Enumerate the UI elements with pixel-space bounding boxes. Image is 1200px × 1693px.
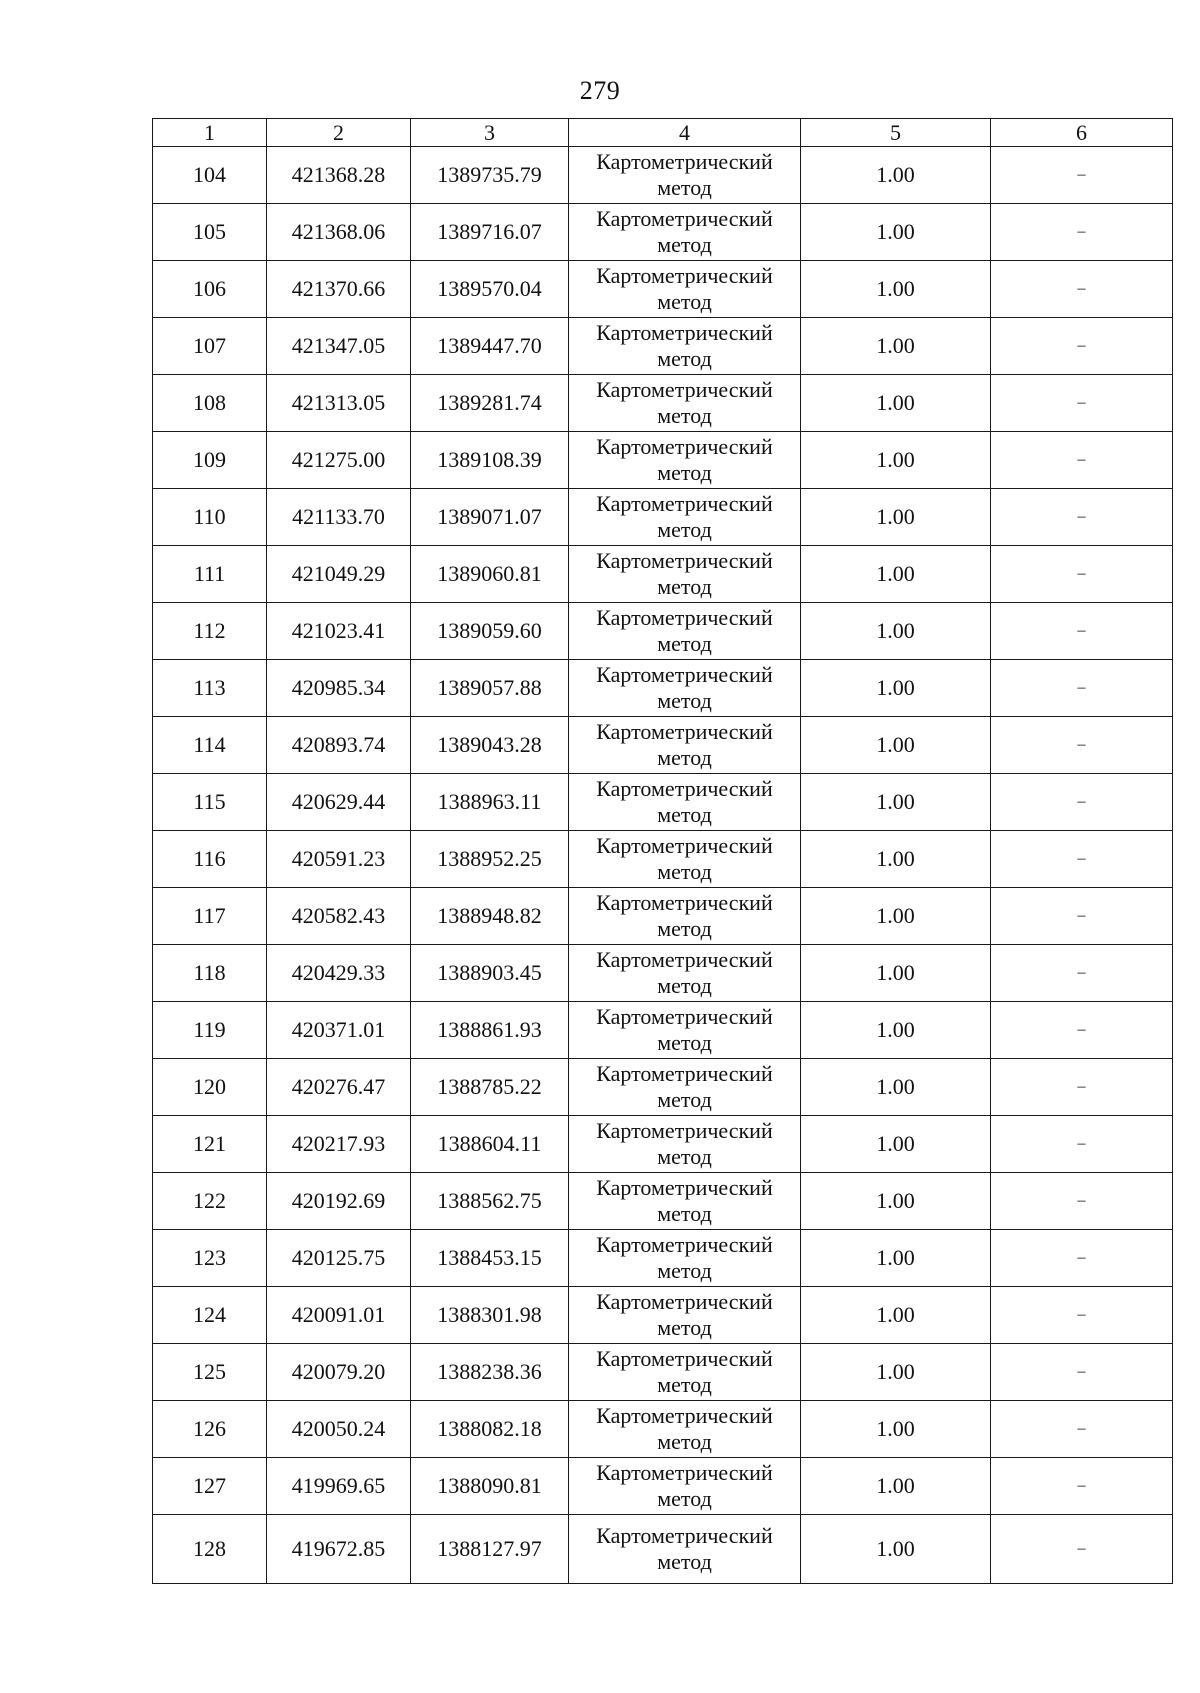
point-number-cell: 110: [153, 489, 267, 546]
method-line-1: Картометрический: [596, 833, 773, 858]
table-row: [153, 1116, 1173, 1173]
y-coordinate-cell: 1389108.39: [411, 432, 569, 489]
x-coordinate-cell: 421275.00: [267, 432, 411, 489]
point-number-cell: 104: [153, 147, 267, 204]
note-cell: –: [991, 1116, 1173, 1173]
header-row: [153, 119, 1173, 147]
point-number-cell: 121: [153, 1116, 267, 1173]
y-coordinate-cell: 1389716.07: [411, 204, 569, 261]
point-number-cell: 120: [153, 1059, 267, 1116]
accuracy-cell: 1.00: [801, 1002, 991, 1059]
method-line-1: Картометрический: [596, 719, 773, 744]
table-row: [153, 204, 1173, 261]
method-cell: [569, 375, 801, 432]
x-coordinate-cell: 421368.06: [267, 204, 411, 261]
x-coordinate-cell: 420050.24: [267, 1401, 411, 1458]
y-coordinate-cell: 1388903.45: [411, 945, 569, 1002]
coordinates-table: [152, 118, 1173, 1584]
note-cell: –: [991, 375, 1173, 432]
point-number-cell: 119: [153, 1002, 267, 1059]
method-cell: [569, 945, 801, 1002]
method-line-1: Картометрический: [596, 1004, 773, 1029]
point-number-cell: 109: [153, 432, 267, 489]
point-number-cell: 127: [153, 1458, 267, 1515]
note-cell: –: [991, 945, 1173, 1002]
y-coordinate-cell: 1388785.22: [411, 1059, 569, 1116]
point-number-cell: 116: [153, 831, 267, 888]
method-line-2: метод: [657, 631, 712, 656]
accuracy-cell: 1.00: [801, 945, 991, 1002]
point-number-cell: 122: [153, 1173, 267, 1230]
column-header-1: 1: [153, 119, 267, 147]
table-row: [153, 1344, 1173, 1401]
x-coordinate-cell: 421049.29: [267, 546, 411, 603]
point-number-cell: 117: [153, 888, 267, 945]
y-coordinate-cell: 1388082.18: [411, 1401, 569, 1458]
note-cell: –: [991, 1344, 1173, 1401]
note-cell: –: [991, 147, 1173, 204]
table-body: [153, 147, 1173, 1584]
method-cell: [569, 432, 801, 489]
method-line-1: Картометрический: [596, 1523, 773, 1548]
x-coordinate-cell: 420125.75: [267, 1230, 411, 1287]
table-row: [153, 489, 1173, 546]
table-row: [153, 261, 1173, 318]
method-line-1: Картометрический: [596, 320, 773, 345]
method-cell: [569, 489, 801, 546]
point-number-cell: 106: [153, 261, 267, 318]
method-cell: [569, 831, 801, 888]
point-number-cell: 114: [153, 717, 267, 774]
x-coordinate-cell: 420371.01: [267, 1002, 411, 1059]
column-header-6: 6: [991, 119, 1173, 147]
accuracy-cell: 1.00: [801, 1116, 991, 1173]
method-line-1: Картометрический: [596, 1403, 773, 1428]
accuracy-cell: 1.00: [801, 147, 991, 204]
accuracy-cell: 1.00: [801, 1515, 991, 1584]
note-cell: –: [991, 318, 1173, 375]
method-line-2: метод: [657, 289, 712, 314]
method-line-1: Картометрический: [596, 947, 773, 972]
table-row: [153, 1002, 1173, 1059]
method-line-2: метод: [657, 916, 712, 941]
note-cell: –: [991, 603, 1173, 660]
note-cell: –: [991, 1230, 1173, 1287]
method-line-2: метод: [657, 1087, 712, 1112]
x-coordinate-cell: 420192.69: [267, 1173, 411, 1230]
point-number-cell: 118: [153, 945, 267, 1002]
table-row: [153, 717, 1173, 774]
method-cell: [569, 888, 801, 945]
table-row: [153, 1287, 1173, 1344]
table-row: [153, 1173, 1173, 1230]
method-cell: [569, 1116, 801, 1173]
method-line-1: Картометрический: [596, 1346, 773, 1371]
method-cell: [569, 1515, 801, 1584]
point-number-cell: 124: [153, 1287, 267, 1344]
method-line-1: Картометрический: [596, 548, 773, 573]
x-coordinate-cell: 421370.66: [267, 261, 411, 318]
method-cell: [569, 1458, 801, 1515]
note-cell: –: [991, 1002, 1173, 1059]
y-coordinate-cell: 1389447.70: [411, 318, 569, 375]
accuracy-cell: 1.00: [801, 432, 991, 489]
table-row: [153, 603, 1173, 660]
method-cell: [569, 774, 801, 831]
method-line-2: метод: [657, 574, 712, 599]
method-line-2: метод: [657, 346, 712, 371]
method-line-2: метод: [657, 688, 712, 713]
table-row: [153, 1230, 1173, 1287]
accuracy-cell: 1.00: [801, 1230, 991, 1287]
table-row: [153, 945, 1173, 1002]
method-line-2: метод: [657, 745, 712, 770]
y-coordinate-cell: 1389735.79: [411, 147, 569, 204]
method-cell: [569, 717, 801, 774]
x-coordinate-cell: 420893.74: [267, 717, 411, 774]
table-row: [153, 318, 1173, 375]
x-coordinate-cell: 421368.28: [267, 147, 411, 204]
point-number-cell: 112: [153, 603, 267, 660]
accuracy-cell: 1.00: [801, 888, 991, 945]
accuracy-cell: 1.00: [801, 204, 991, 261]
note-cell: –: [991, 204, 1173, 261]
method-cell: [569, 1401, 801, 1458]
point-number-cell: 111: [153, 546, 267, 603]
method-cell: [569, 1287, 801, 1344]
accuracy-cell: 1.00: [801, 489, 991, 546]
y-coordinate-cell: 1388861.93: [411, 1002, 569, 1059]
point-number-cell: 126: [153, 1401, 267, 1458]
accuracy-cell: 1.00: [801, 831, 991, 888]
column-header-2: 2: [267, 119, 411, 147]
y-coordinate-cell: 1388090.81: [411, 1458, 569, 1515]
accuracy-cell: 1.00: [801, 774, 991, 831]
method-line-2: метод: [657, 403, 712, 428]
method-cell: [569, 1173, 801, 1230]
method-line-2: метод: [657, 1201, 712, 1226]
method-line-2: метод: [657, 1315, 712, 1340]
x-coordinate-cell: 420582.43: [267, 888, 411, 945]
method-line-2: метод: [657, 802, 712, 827]
x-coordinate-cell: 420217.93: [267, 1116, 411, 1173]
y-coordinate-cell: 1389060.81: [411, 546, 569, 603]
point-number-cell: 113: [153, 660, 267, 717]
table-row: [153, 432, 1173, 489]
method-line-1: Картометрический: [596, 1289, 773, 1314]
method-line-1: Картометрический: [596, 206, 773, 231]
method-line-2: метод: [657, 1429, 712, 1454]
x-coordinate-cell: 420429.33: [267, 945, 411, 1002]
note-cell: –: [991, 660, 1173, 717]
note-cell: –: [991, 1458, 1173, 1515]
x-coordinate-cell: 419672.85: [267, 1515, 411, 1584]
method-line-2: метод: [657, 1486, 712, 1511]
point-number-cell: 107: [153, 318, 267, 375]
method-cell: [569, 1059, 801, 1116]
y-coordinate-cell: 1388948.82: [411, 888, 569, 945]
accuracy-cell: 1.00: [801, 1401, 991, 1458]
table-row: [153, 1401, 1173, 1458]
method-line-1: Картометрический: [596, 1118, 773, 1143]
note-cell: –: [991, 1173, 1173, 1230]
note-cell: –: [991, 261, 1173, 318]
accuracy-cell: 1.00: [801, 375, 991, 432]
method-cell: [569, 546, 801, 603]
accuracy-cell: 1.00: [801, 1344, 991, 1401]
x-coordinate-cell: 421023.41: [267, 603, 411, 660]
note-cell: –: [991, 1059, 1173, 1116]
note-cell: –: [991, 489, 1173, 546]
note-cell: –: [991, 1287, 1173, 1344]
y-coordinate-cell: 1389059.60: [411, 603, 569, 660]
method-line-1: Картометрический: [596, 1175, 773, 1200]
method-line-1: Картометрический: [596, 1460, 773, 1485]
table-row: [153, 147, 1173, 204]
accuracy-cell: 1.00: [801, 546, 991, 603]
method-line-1: Картометрический: [596, 263, 773, 288]
method-line-1: Картометрический: [596, 662, 773, 687]
accuracy-cell: 1.00: [801, 1059, 991, 1116]
table-row: [153, 774, 1173, 831]
note-cell: –: [991, 1401, 1173, 1458]
y-coordinate-cell: 1388301.98: [411, 1287, 569, 1344]
accuracy-cell: 1.00: [801, 717, 991, 774]
page-number: 279: [579, 76, 621, 105]
method-line-2: метод: [657, 232, 712, 257]
y-coordinate-cell: 1389043.28: [411, 717, 569, 774]
y-coordinate-cell: 1388127.97: [411, 1515, 569, 1584]
point-number-cell: 128: [153, 1515, 267, 1584]
y-coordinate-cell: 1388604.11: [411, 1116, 569, 1173]
y-coordinate-cell: 1388963.11: [411, 774, 569, 831]
method-line-2: метод: [657, 517, 712, 542]
accuracy-cell: 1.00: [801, 1458, 991, 1515]
note-cell: –: [991, 888, 1173, 945]
point-number-cell: 105: [153, 204, 267, 261]
x-coordinate-cell: 420591.23: [267, 831, 411, 888]
note-cell: –: [991, 1515, 1173, 1584]
method-line-2: метод: [657, 1549, 712, 1574]
method-line-2: метод: [657, 1030, 712, 1055]
x-coordinate-cell: 420079.20: [267, 1344, 411, 1401]
method-line-2: метод: [657, 1372, 712, 1397]
method-cell: [569, 261, 801, 318]
method-cell: [569, 660, 801, 717]
method-cell: [569, 603, 801, 660]
table-row: [153, 888, 1173, 945]
y-coordinate-cell: 1389057.88: [411, 660, 569, 717]
y-coordinate-cell: 1389071.07: [411, 489, 569, 546]
y-coordinate-cell: 1389281.74: [411, 375, 569, 432]
method-cell: [569, 147, 801, 204]
x-coordinate-cell: 420091.01: [267, 1287, 411, 1344]
accuracy-cell: 1.00: [801, 660, 991, 717]
method-line-1: Картометрический: [596, 776, 773, 801]
note-cell: –: [991, 831, 1173, 888]
method-cell: [569, 318, 801, 375]
x-coordinate-cell: 420985.34: [267, 660, 411, 717]
accuracy-cell: 1.00: [801, 261, 991, 318]
table-row: [153, 660, 1173, 717]
column-header-3: 3: [411, 119, 569, 147]
y-coordinate-cell: 1389570.04: [411, 261, 569, 318]
method-cell: [569, 204, 801, 261]
note-cell: –: [991, 774, 1173, 831]
method-line-1: Картометрический: [596, 377, 773, 402]
accuracy-cell: 1.00: [801, 1173, 991, 1230]
table-row: [153, 1059, 1173, 1116]
column-header-5: 5: [801, 119, 991, 147]
method-line-2: метод: [657, 175, 712, 200]
note-cell: –: [991, 546, 1173, 603]
method-line-1: Картометрический: [596, 890, 773, 915]
point-number-cell: 115: [153, 774, 267, 831]
method-line-2: метод: [657, 859, 712, 884]
method-line-2: метод: [657, 1258, 712, 1283]
method-line-2: метод: [657, 973, 712, 998]
point-number-cell: 108: [153, 375, 267, 432]
y-coordinate-cell: 1388238.36: [411, 1344, 569, 1401]
method-line-2: метод: [657, 460, 712, 485]
method-line-2: метод: [657, 1144, 712, 1169]
table-row: [153, 546, 1173, 603]
x-coordinate-cell: 421313.05: [267, 375, 411, 432]
method-line-1: Картометрический: [596, 605, 773, 630]
x-coordinate-cell: 420629.44: [267, 774, 411, 831]
y-coordinate-cell: 1388562.75: [411, 1173, 569, 1230]
method-cell: [569, 1002, 801, 1059]
method-line-1: Картометрический: [596, 1232, 773, 1257]
method-line-1: Картометрический: [596, 491, 773, 516]
method-cell: [569, 1230, 801, 1287]
x-coordinate-cell: 419969.65: [267, 1458, 411, 1515]
point-number-cell: 125: [153, 1344, 267, 1401]
y-coordinate-cell: 1388952.25: [411, 831, 569, 888]
note-cell: –: [991, 432, 1173, 489]
table-row: [153, 831, 1173, 888]
y-coordinate-cell: 1388453.15: [411, 1230, 569, 1287]
method-line-1: Картометрический: [596, 1061, 773, 1086]
x-coordinate-cell: 420276.47: [267, 1059, 411, 1116]
table-row: [153, 1458, 1173, 1515]
table-row: [153, 375, 1173, 432]
accuracy-cell: 1.00: [801, 1287, 991, 1344]
accuracy-cell: 1.00: [801, 603, 991, 660]
point-number-cell: 123: [153, 1230, 267, 1287]
x-coordinate-cell: 421133.70: [267, 489, 411, 546]
method-cell: [569, 1344, 801, 1401]
table-row: [153, 1515, 1173, 1584]
column-header-4: 4: [569, 119, 801, 147]
note-cell: –: [991, 717, 1173, 774]
x-coordinate-cell: 421347.05: [267, 318, 411, 375]
method-line-1: Картометрический: [596, 149, 773, 174]
method-line-1: Картометрический: [596, 434, 773, 459]
accuracy-cell: 1.00: [801, 318, 991, 375]
